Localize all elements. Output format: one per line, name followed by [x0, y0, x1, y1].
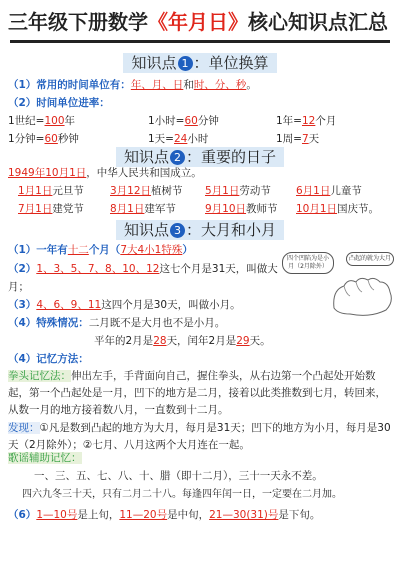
section-2-label: ：重要的日子: [186, 148, 277, 166]
units-q1-items2: 时、分、秒: [193, 79, 247, 91]
founding-date: 1949年10月1日: [8, 167, 87, 179]
section-2-prefix: 知识点: [123, 148, 169, 166]
months-line-1: （1）一年有十二个月（7大4小1特殊）: [8, 244, 193, 256]
memory-label-line: （4）记忆方法：: [8, 353, 89, 365]
page-title: [8, 4, 392, 40]
conv-cell: 1天=24小时: [148, 133, 209, 145]
section-2-header: [0, 146, 400, 168]
holiday-item: 7月1日建党节: [18, 203, 84, 215]
discover-paragraph: [8, 420, 392, 454]
song-label: 歌谣辅助记忆：: [8, 452, 82, 464]
song-line-1: 一、三、五、七、八、十、腊（即十二月），三十一天永不差。: [34, 470, 323, 482]
section-3-label: ：大月和小月: [186, 221, 277, 239]
big-month-bubble: 凸起的就为大月: [346, 252, 394, 266]
section-3-number: 3: [170, 223, 185, 238]
conv-cell: 1年=12个月: [276, 115, 337, 127]
units-q1-and: 和: [183, 79, 194, 91]
conv-cell: 1分钟=60秒钟: [8, 133, 79, 145]
units-q1-label: （1）常用的时间单位有：: [8, 79, 131, 91]
discover-text: ①凡是数到凸起的地方为大月，每月是31天；凹下的地方为小月，每月是30天（2月除外）；②七月、八月这两个大月连在一起。: [8, 422, 391, 451]
song-line-2: 四六九冬三十天，只有二月二十八。每逢四年闰一日，一定要在二月加。: [22, 489, 342, 500]
units-q1-end: 。: [246, 79, 257, 91]
founding-line: [8, 166, 202, 180]
title-suffix: 核心知识点汇总: [248, 10, 388, 34]
section-1-header: [0, 52, 400, 74]
units-line-1: [8, 78, 257, 92]
xun-line: （6）1—10号是上旬，11—20号是中旬，21—30(31)号是下旬。: [8, 509, 321, 521]
units-q2-label: （2）时间单位进率：: [8, 97, 110, 109]
holiday-item: 1月1日元旦节: [18, 185, 84, 197]
song-label-line: [8, 451, 82, 465]
holiday-item: 3月12日植树节: [110, 185, 183, 197]
fist-method-paragraph: [8, 368, 392, 420]
section-3-header: [0, 219, 400, 241]
months-line-3: （3）4、6、9、11这四个月是30天，叫做小月。: [8, 299, 241, 311]
holiday-item: 8月1日建军节: [110, 203, 176, 215]
title-underline: [10, 40, 390, 43]
discover-label: 发现：: [8, 422, 40, 434]
months-line-4: （4）特殊情况：二月既不是大月也不是小月。: [8, 317, 226, 329]
section-1-number: 1: [178, 56, 193, 71]
holiday-item: 5月1日劳动节: [205, 185, 271, 197]
section-1-label: ：单位换算: [193, 54, 269, 72]
conv-cell: 1小时=60分钟: [148, 115, 219, 127]
feb-days-line: 平年的2月是28天，闰年2月是29天。: [94, 335, 271, 347]
units-line-2: [8, 96, 110, 110]
section-1-prefix: 知识点: [131, 54, 177, 72]
units-q1-items: 年、月、日: [130, 79, 184, 91]
section-2-number: 2: [170, 150, 185, 165]
title-highlight: 《年月日》: [148, 10, 248, 34]
conv-cell: 1世纪=100年: [8, 115, 76, 127]
holiday-item: 6月1日儿童节: [296, 185, 362, 197]
small-month-bubble: 四个凹陷为是小月（2月除外）: [282, 252, 334, 274]
conv-cell: 1周=7天: [276, 133, 320, 145]
months-line-2b: 月；: [8, 281, 29, 293]
fist-method-text: 伸出左手，手背面向自己，握住拳头，从右边第一个凸起处开始数起，第一个凸起处是一月，凹下的地方是二月，接着以此类推数到七月，转回来，从数一月的地方接着数八月，一直数到十二月。: [8, 370, 386, 416]
months-line-2: （2）1、3、5、7、8、10、12这七个月是31天，叫做大: [8, 263, 278, 275]
fist-illustration: [330, 268, 398, 318]
founding-text: ，中华人民共和国成立。: [86, 167, 202, 179]
title-prefix: 三年级下册数学: [8, 10, 148, 34]
section-3-prefix: 知识点: [123, 221, 169, 239]
holiday-item: 9月10日教师节: [205, 203, 278, 215]
fist-method-label: 拳头记忆法：: [8, 370, 71, 382]
holiday-item: 10月1日国庆节。: [296, 203, 380, 215]
